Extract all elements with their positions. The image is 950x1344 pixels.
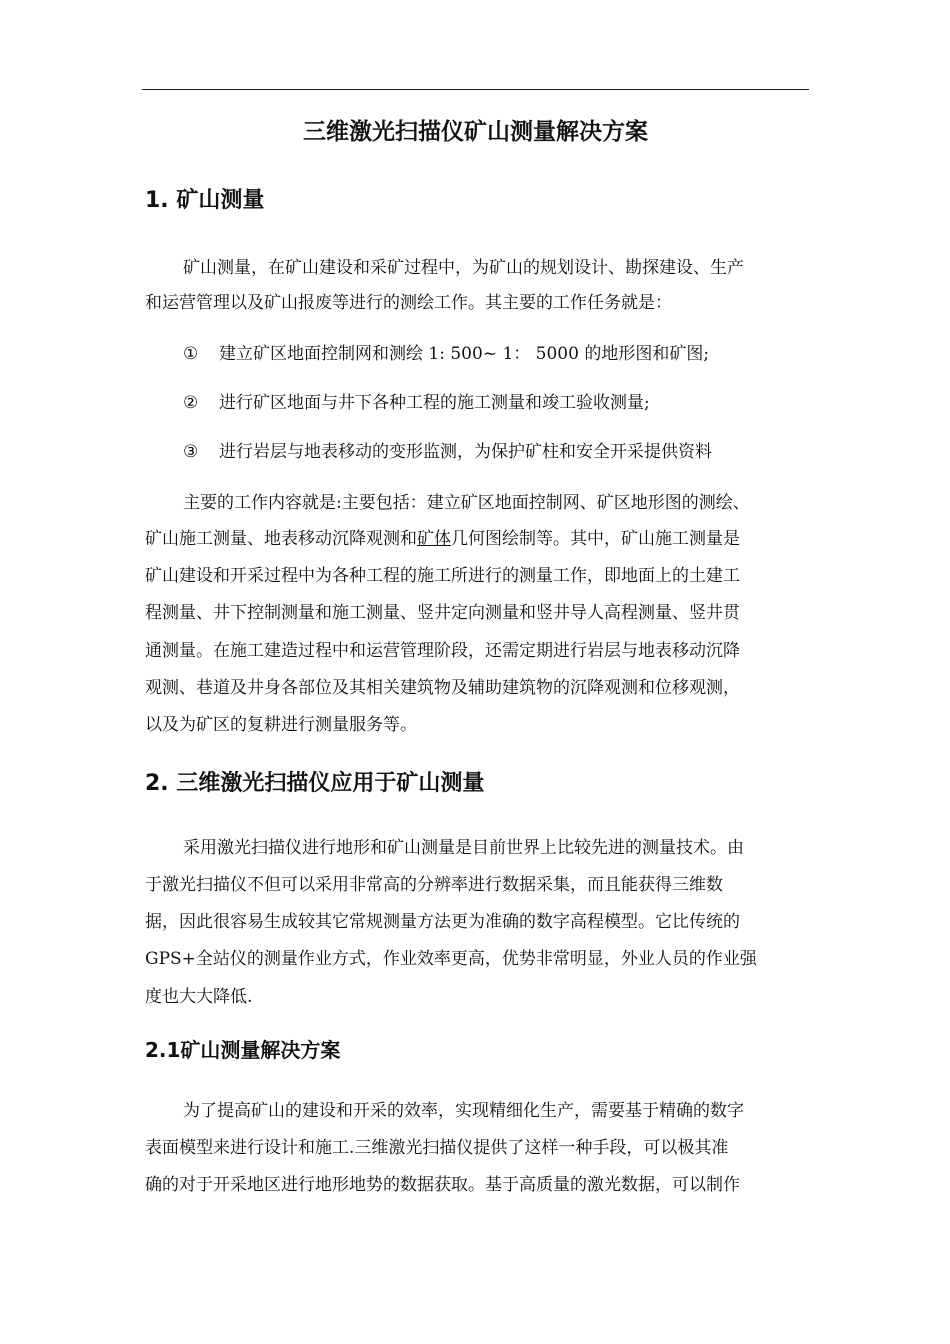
task-item-2 — [183, 388, 650, 418]
paragraph-line: 矿山建设和开采过程中为各种工程的施工所进行的测量工作，即地面上的土建工 — [145, 566, 740, 586]
paragraph-line: 为了提高矿山的建设和开采的效率，实现精细化生产，需要基于精确的数字 — [183, 1101, 744, 1121]
document-title: 三维激光扫描仪矿山测量解决方案 — [303, 119, 648, 145]
paragraph-line: 表面模型来进行设计和施工.三维激光扫描仪提供了这样一种手段，可以极其准 — [145, 1138, 729, 1158]
paragraph-line: 和运营管理以及矿山报废等进行的测绘工作。其主要的工作任务就是： — [145, 293, 672, 313]
paragraph-line: 通测量。在施工建造过程中和运营管理阶段，还需定期进行岩层与地表移动沉降 — [145, 641, 740, 661]
paragraph-line — [145, 524, 815, 554]
task-number: ① — [183, 344, 199, 364]
paragraph-line: 程测量、井下控制测量和施工测量、竖井定向测量和竖井导人高程测量、竖井贯 — [145, 603, 740, 623]
section-2-heading: 2. 三维激光扫描仪应用于矿山测量 — [145, 771, 485, 796]
paragraph-line: 于激光扫描仪不但可以采用非常高的分辨率进行数据采集，而且能获得三维数 — [145, 875, 723, 895]
task-text: 进行矿区地面与井下各种工程的施工测量和竣工验收测量; — [219, 393, 650, 413]
task-text: 建立矿区地面控制网和测绘 1: 500~ 1： 5000 的地形图和矿图; — [219, 344, 710, 364]
paragraph-line: 观测、巷道及井身各部位及其相关建筑物及辅助建筑物的沉降观测和位移观测， — [145, 678, 740, 698]
underlined-term: 矿体 — [417, 529, 451, 549]
paragraph-line: 矿山测量，在矿山建设和采矿过程中，为矿山的规划设计、勘探建设、生产 — [183, 258, 744, 278]
task-number: ③ — [183, 442, 199, 462]
section-1-heading: 1. 矿山测量 — [145, 188, 265, 213]
task-number: ② — [183, 393, 199, 413]
header-rule — [142, 89, 809, 90]
paragraph-line: GPS+全站仪的测量作业方式，作业效率更高，优势非常明显，外业人员的作业强 — [145, 949, 757, 969]
paragraph-line: 主要的工作内容就是:主要包括：建立矿区地面控制网、矿区地形图的测绘、 — [183, 493, 750, 513]
task-item-3 — [183, 437, 712, 467]
paragraph-line: 度也大大降低. — [145, 987, 253, 1007]
task-item-1 — [183, 339, 709, 369]
line-text: 几何图绘制等。其中，矿山施工测量是 — [451, 529, 740, 549]
section-2-1-heading: 2.1矿山测量解决方案 — [145, 1038, 341, 1062]
paragraph-line: 据，因此很容易生成较其它常规测量方法更为准确的数字高程模型。它比传统的 — [145, 912, 740, 932]
paragraph-line: 以及为矿区的复耕进行测量服务等。 — [145, 715, 417, 735]
task-text: 进行岩层与地表移动的变形监测，为保护矿柱和安全开采提供资料 — [219, 442, 712, 462]
paragraph-line: 采用激光扫描仪进行地形和矿山测量是目前世界上比较先进的测量技术。由 — [183, 838, 744, 858]
line-text: 矿山施工测量、地表移动沉降观测和 — [145, 529, 417, 549]
paragraph-line: 确的对于开采地区进行地形地势的数据获取。基于高质量的激光数据，可以制作 — [145, 1175, 740, 1195]
